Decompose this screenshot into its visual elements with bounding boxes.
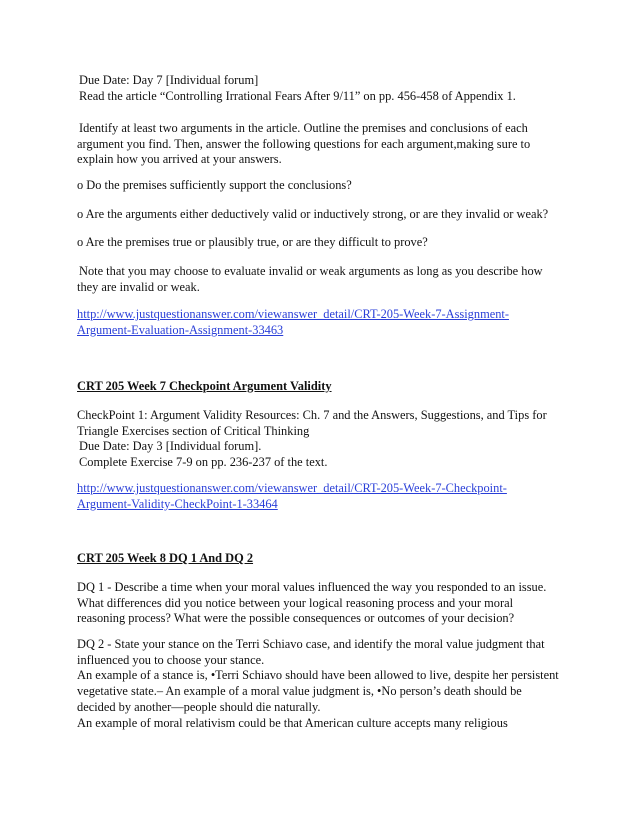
question-line: o Do the premises sufficiently support the conclusions? — [77, 178, 352, 192]
question-item — [77, 207, 575, 223]
due-date-line: Due Date: Day 7 [Individual forum] — [79, 73, 259, 87]
note-paragraph — [77, 264, 575, 295]
checkpoint-due-line: Due Date: Day 3 [Individual forum]. — [79, 439, 262, 454]
checkpoint-link-line[interactable]: http://www.justquestionanswer.com/viewanswer_detail/CRT-205-Week-7-Checkpoint- — [77, 481, 507, 495]
checkpoint-heading: CRT 205 Week 7 Checkpoint Argument Validity — [77, 379, 332, 393]
checkpoint-line: CheckPoint 1: Argument Validity Resources: Ch. 7 and the Answers, Suggestions, and Tips for — [77, 408, 547, 422]
checkpoint-line: Triangle Exercises section of Critical Thinking — [77, 423, 310, 438]
week8-heading: CRT 205 Week 8 DQ 1 And DQ 2 — [77, 551, 254, 565]
dq2-line: vegetative state.– An example of a moral value judgment is, •No person’s death should be — [77, 684, 522, 699]
instructions-paragraph — [77, 121, 575, 168]
dq2-line: decided by another—people should die naturally. — [77, 699, 321, 714]
dq1-paragraph — [77, 580, 575, 627]
dq2-line: DQ 2 - State your stance on the Terri Schiavo case, and identify the moral value judgment that — [77, 637, 545, 651]
dq2-line: influenced you to choose your stance. — [77, 652, 265, 667]
dq2-paragraph — [77, 637, 575, 731]
note-line: Note that you may choose to evaluate invalid or weak arguments as long as you describe how — [79, 264, 543, 278]
assignment-link-line[interactable]: http://www.justquestionanswer.com/viewanswer_detail/CRT-205-Week-7-Assignment- — [77, 307, 509, 321]
checkpoint-section — [77, 379, 575, 395]
dq1-line: What differences did you notice between your logical reasoning process and your moral — [77, 595, 514, 610]
dq2-line: An example of moral relativism could be that American culture accepts many religious — [77, 715, 508, 730]
instruction-line: explain how you arrived at your answers. — [77, 152, 282, 167]
note-line: they are invalid or weak. — [77, 279, 200, 294]
dq1-line: DQ 1 - Describe a time when your moral values influenced the way you responded to an issue. — [77, 580, 547, 594]
checkpoint-exercise-line: Complete Exercise 7-9 on pp. 236-237 of the text. — [79, 455, 328, 470]
question-item — [77, 235, 575, 251]
assignment-link[interactable] — [77, 307, 575, 338]
instruction-line: Identify at least two arguments in the article. Outline the premises and conclusions of each — [79, 121, 528, 135]
assignment-link-line[interactable]: Argument-Evaluation-Assignment-33463 — [77, 322, 284, 337]
question-line: o Are the premises true or plausibly true, or are they difficult to prove? — [77, 235, 428, 249]
dq1-line: reasoning process? What were the possible consequences or outcomes of your decision? — [77, 611, 515, 626]
read-article-line: Read the article “Controlling Irrational Fears After 9/11” on pp. 456-458 of Appendix 1. — [79, 88, 516, 103]
dq2-line: An example of a stance is, •Terri Schiavo should have been allowed to live, despite her persistent — [77, 668, 559, 683]
checkpoint-link[interactable] — [77, 481, 575, 512]
checkpoint-link-line[interactable]: Argument-Validity-CheckPoint-1-33464 — [77, 496, 278, 511]
week8-section — [77, 551, 575, 567]
question-line: o Are the arguments either deductively valid or inductively strong, or are they invalid or weak? — [77, 207, 549, 221]
due-date-block — [77, 73, 575, 104]
checkpoint-paragraph — [77, 408, 575, 471]
instruction-line: argument you find. Then, answer the following questions for each argument,making sure to — [77, 136, 531, 151]
question-item — [77, 178, 575, 194]
